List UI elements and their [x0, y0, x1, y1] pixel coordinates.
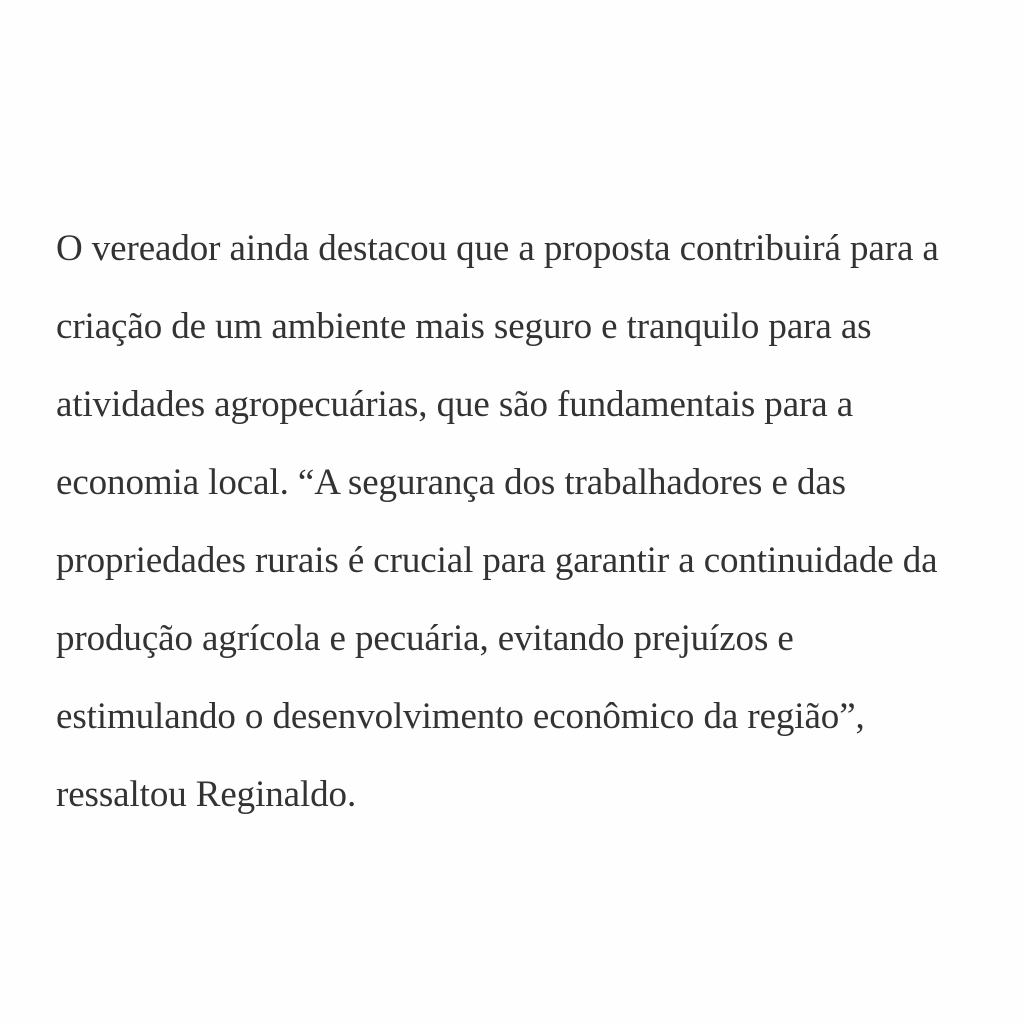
paragraph-line: criação de um ambiente mais seguro e tranquilo para as	[56, 306, 872, 347]
paragraph-line: ressaltou Reginaldo.	[56, 774, 357, 815]
paragraph-line: atividades agropecuárias, que são fundamentais para a	[56, 384, 854, 425]
paragraph-line: produção agrícola e pecuária, evitando prejuízos e	[56, 618, 794, 659]
article-paragraph	[56, 218, 996, 842]
paragraph-line: estimulando o desenvolvimento econômico da região”,	[56, 696, 865, 737]
paragraph-line: O vereador ainda destacou que a proposta contribuirá para a	[56, 228, 939, 269]
paragraph-line: propriedades rurais é crucial para garantir a continuidade da	[56, 540, 938, 581]
paragraph-line: economia local. “A segurança dos trabalhadores e das	[56, 462, 846, 503]
